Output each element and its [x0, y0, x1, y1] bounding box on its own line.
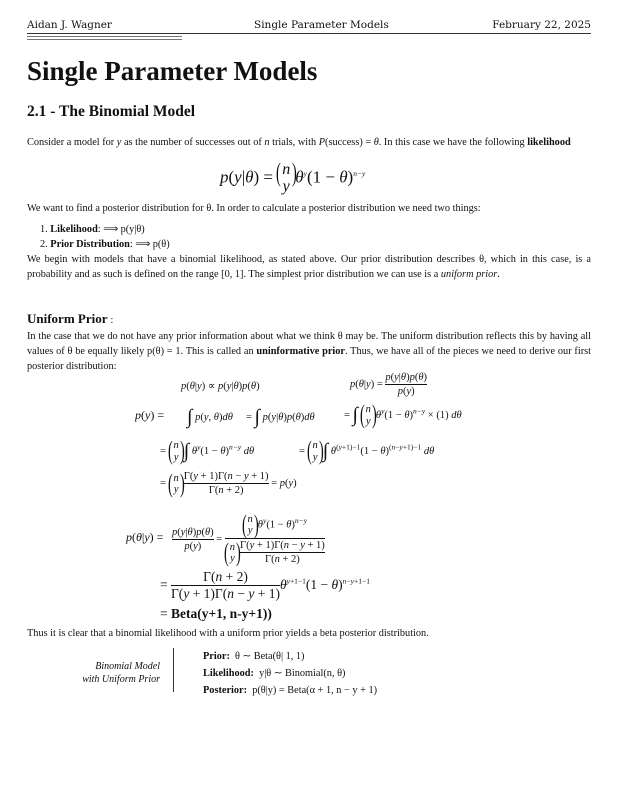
beta-result: Beta(y+1, n-y+1)) [171, 606, 272, 621]
summary-divider [173, 648, 174, 692]
section-heading: 2.1 - The Binomial Model [27, 103, 196, 120]
likelihood-equation: p(y|θ) = ( n y ) $\theta^y(1 - \theta)^{n-y}$ [220, 162, 365, 196]
summary-row: Prior: θ ∼ Beta(θ| 1, 1) [203, 651, 305, 662]
posterior-step-2: = $\frac{\Gamma(n + 2)}{\Gamma(y + 1)\Gamma(n - y + 1)}$ $\theta^{y+1-1}(1 - \theta)^{n-y+1-1}$ [160, 569, 370, 601]
header-author: Aidan J. Wagner [27, 19, 112, 31]
marginal-step-5: = ( n y ) ∫ $\theta^{(y+1)-1}(1 - \theta)^{(n-y+1)-1}$ dθ [299, 440, 434, 463]
posterior-intro: We want to find a posterior distribution for θ. In order to calculate a posterior distribution we need two things: [27, 203, 481, 214]
begin-paragraph: We begin with models that have a binomial likelihood, as stated above. Our prior distribution describes θ, which in this case, is a probability and as such is defined on the range [0, 1]. The simplest prior distribution we can use is a uniform prior. [27, 254, 591, 280]
summary-row: Posterior: p(θ|y) = Beta(α + 1, n − y + 1) [203, 685, 378, 696]
header-rule-short-2 [27, 39, 182, 40]
marginal-step-1: ∫ p(y, θ)dθ [187, 406, 233, 428]
needs-list [40, 222, 340, 252]
marginal-step-2: = ∫ p(y|θ)p(θ)dθ [246, 406, 315, 428]
header-rule [27, 33, 591, 34]
header-rule-short [27, 36, 182, 37]
proportional-bayes: p(θ|y) ∝ p(y|θ)p(θ) [181, 381, 260, 392]
subsection-heading: Uniform Prior : [27, 311, 114, 326]
posterior-result: = Beta(y+1, n-y+1)) [160, 606, 272, 621]
intro-paragraph: Consider a model for y as the number of successes out of n trials, with P(success) = θ. In this case we have the following likelihood [27, 137, 571, 148]
page-title: Single Parameter Models [27, 56, 318, 86]
summary-row: Likelihood: y|θ ∼ Binomial(n, θ) [203, 668, 346, 679]
bayes-rule: p(θ|y) = $\frac{p(y|\theta)p(\theta)}{p(y)}$ [350, 372, 427, 397]
header-date: February 22, 2025 [492, 19, 591, 31]
marginal-label: p(y) = [135, 408, 165, 422]
uniform-paragraph: In the case that we do not have any prior information about what we think θ may be. The uniform distribution reflects this by having all values of θ be equally likely p(θ) = 1. This is called an uninformative prior. Thus, we have all of the pieces we need to derive our first posterior distribution: [27, 331, 592, 372]
marginal-step-3: = ∫ ( n y )$\theta^y(1 - \theta)^{n-y} \times (1)$ dθ [344, 404, 462, 427]
summary-box [203, 648, 377, 699]
marginal-result: = ( n y ) $\frac{\Gamma(y + 1)\Gamma(n - y + 1)}{\Gamma(n + 2)}$ = p(y) [160, 471, 297, 496]
posterior-label: p(θ|y) = [126, 530, 164, 544]
marginal-step-4: = ( n y ) ∫ $\theta^y(1 - \theta)^{n-y}$ dθ [160, 440, 254, 463]
list-item: 2. Prior Distribution: ⟹ p(θ) [40, 239, 170, 250]
summary-side-label: Binomial Model with Uniform Prior [82, 661, 160, 685]
posterior-step-1: $\frac{p(y|\theta)p(\theta)}{p(y)}$ = ( n y )$\theta^y(1 - \theta)^{n-y}$ ( n y ) $\frac{\Gamma(y + 1)\Gamma(n - y + 1)}{\Gamma(n + 2)}$ [172, 514, 325, 565]
header-title: Single Parameter Models [254, 19, 389, 31]
list-item: 1. Likelihood: ⟹ p(y|θ) [40, 224, 145, 235]
conclusion: Thus it is clear that a binomial likelihood with a uniform prior yields a beta posterior distribution. [27, 628, 429, 639]
